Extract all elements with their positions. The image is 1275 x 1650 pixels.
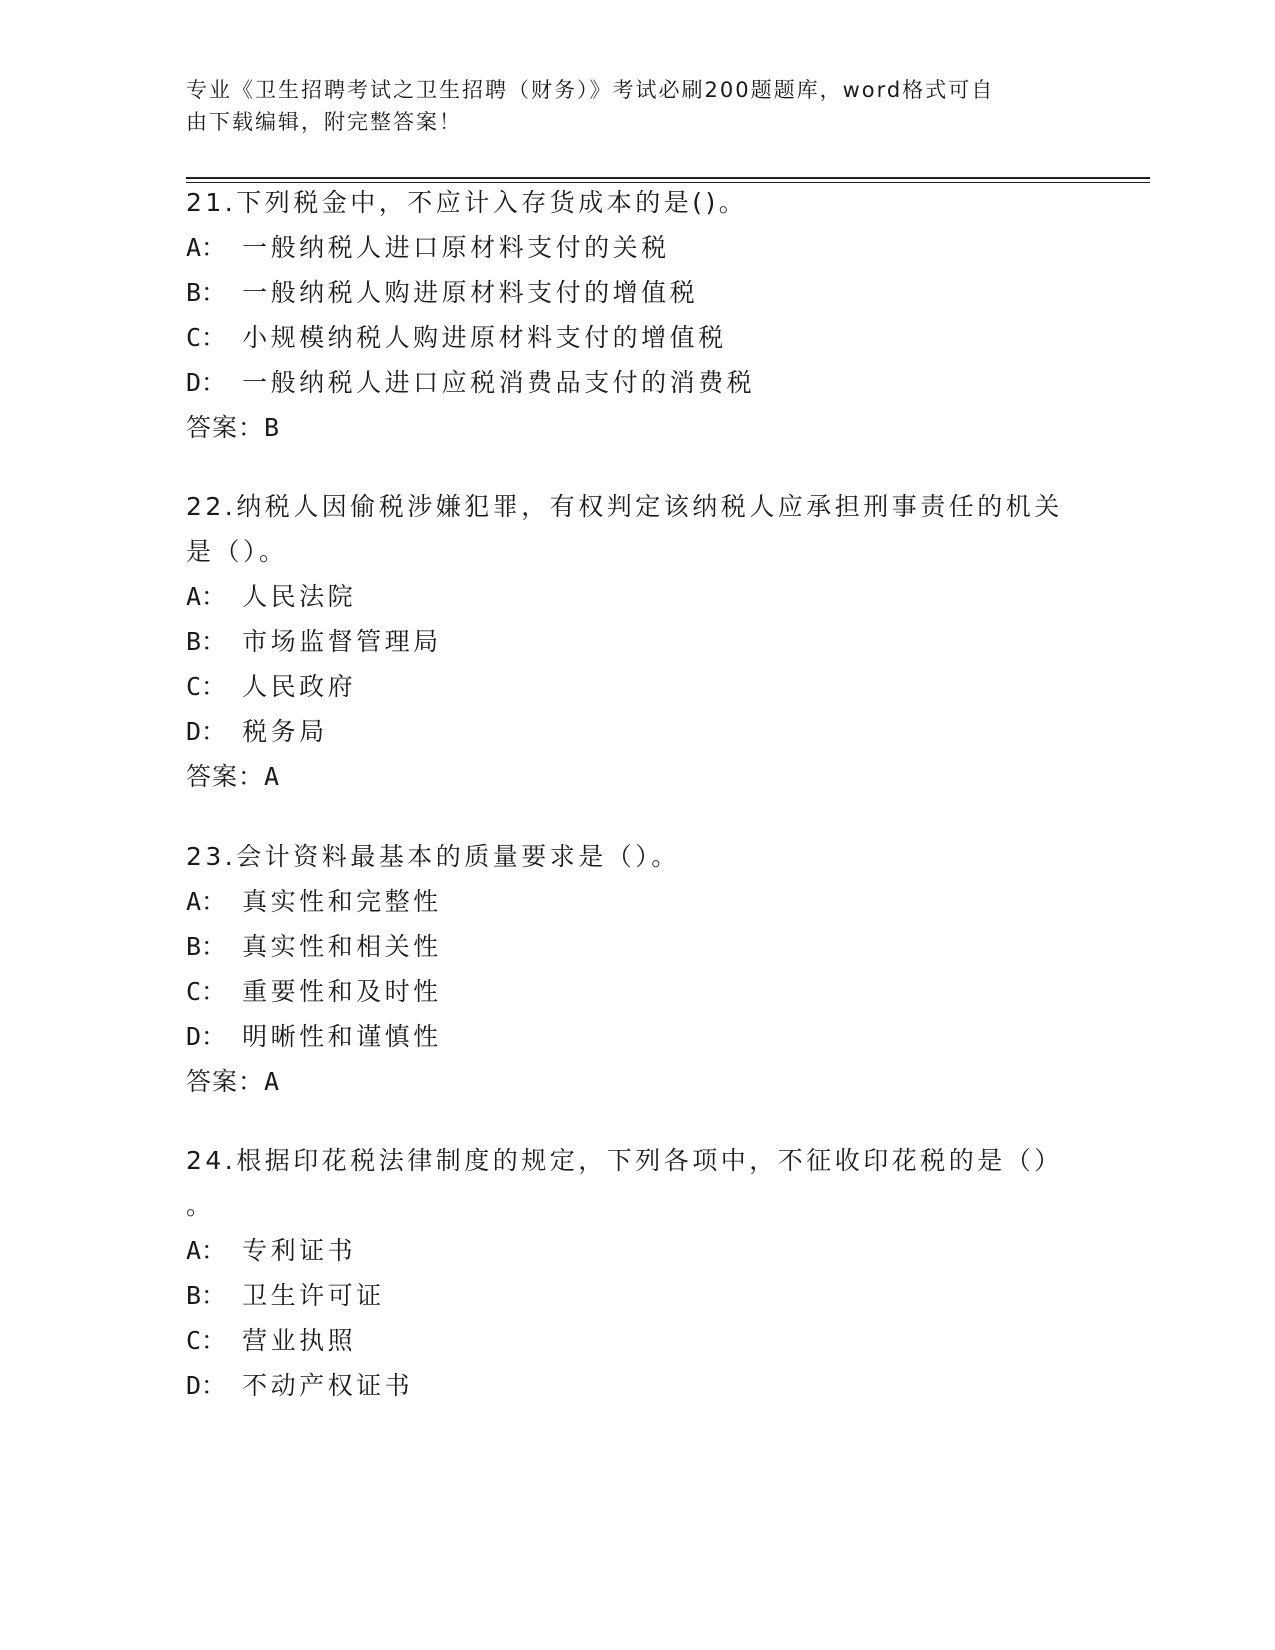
document-header: [186, 74, 1086, 138]
question-text-continued: 是（）。: [186, 537, 288, 566]
option-label: D：: [186, 717, 227, 746]
option-d: [186, 709, 1086, 754]
option-text: 卫生许可证: [242, 1281, 385, 1310]
question-text: 21.下列税金中，不应计入存货成本的是()。: [186, 188, 748, 217]
answer-value: B: [264, 413, 281, 442]
answer: [186, 1059, 1086, 1104]
option-c: [186, 664, 1086, 709]
option-text: 真实性和完整性: [242, 887, 442, 916]
header-line-2: 由下载编辑，附完整答案！: [186, 110, 462, 134]
question-21: [186, 180, 1086, 450]
answer-value: A: [264, 762, 281, 791]
question-text: 23.会计资料最基本的质量要求是（）。: [186, 842, 680, 871]
option-a: [186, 574, 1086, 619]
option-label: B：: [186, 627, 227, 656]
option-c: [186, 315, 1086, 360]
option-label: C：: [186, 1326, 227, 1355]
option-text: 重要性和及时性: [242, 977, 442, 1006]
answer: [186, 405, 1086, 450]
option-label: D：: [186, 368, 227, 397]
header-line-1: 专业《卫生招聘考试之卫生招聘（财务）》考试必刷200题题库，word格式可自: [186, 78, 995, 102]
option-d: [186, 1014, 1086, 1059]
option-text: 小规模纳税人购进原材料支付的增值税: [242, 323, 727, 352]
question-23: [186, 834, 1086, 1104]
option-label: C：: [186, 672, 227, 701]
question-text: 24.根据印花税法律制度的规定，下列各项中，不征收印花税的是（）: [186, 1146, 1063, 1175]
option-label: A：: [186, 1236, 227, 1265]
option-text: 人民法院: [242, 582, 357, 611]
option-label: C：: [186, 323, 227, 352]
option-text: 一般纳税人购进原材料支付的增值税: [242, 278, 699, 307]
question-text: 22.纳税人因偷税涉嫌犯罪，有权判定该纳税人应承担刑事责任的机关: [186, 492, 1063, 521]
option-text: 人民政府: [242, 672, 357, 701]
option-label: B：: [186, 278, 227, 307]
option-c: [186, 1318, 1086, 1363]
option-b: [186, 270, 1086, 315]
option-d: [186, 360, 1086, 405]
question-text-continued: 。: [186, 1191, 215, 1220]
answer-label: 答案：: [186, 413, 265, 442]
option-text: 不动产权证书: [242, 1371, 414, 1400]
option-label: D：: [186, 1022, 227, 1051]
option-a: [186, 225, 1086, 270]
option-label: A：: [186, 233, 227, 262]
option-text: 专利证书: [242, 1236, 357, 1265]
option-a: [186, 879, 1086, 924]
option-d: [186, 1363, 1086, 1408]
answer: [186, 754, 1086, 799]
option-c: [186, 969, 1086, 1014]
option-b: [186, 924, 1086, 969]
option-label: B：: [186, 932, 227, 961]
option-text: 真实性和相关性: [242, 932, 442, 961]
option-label: A：: [186, 582, 227, 611]
header-divider-thick: [186, 177, 1150, 179]
option-text: 一般纳税人进口原材料支付的关税: [242, 233, 670, 262]
option-b: [186, 619, 1086, 664]
answer-value: A: [264, 1067, 281, 1096]
option-label: D：: [186, 1371, 227, 1400]
answer-label: 答案：: [186, 762, 265, 791]
option-text: 一般纳税人进口应税消费品支付的消费税: [242, 368, 756, 397]
question-24: [186, 1138, 1086, 1408]
question-22: [186, 484, 1086, 799]
option-text: 明晰性和谨慎性: [242, 1022, 442, 1051]
option-label: A：: [186, 887, 227, 916]
option-b: [186, 1273, 1086, 1318]
option-a: [186, 1228, 1086, 1273]
answer-label: 答案：: [186, 1067, 265, 1096]
option-label: C：: [186, 977, 227, 1006]
option-text: 市场监督管理局: [242, 627, 442, 656]
option-text: 营业执照: [242, 1326, 357, 1355]
option-text: 税务局: [242, 717, 328, 746]
option-label: B：: [186, 1281, 227, 1310]
